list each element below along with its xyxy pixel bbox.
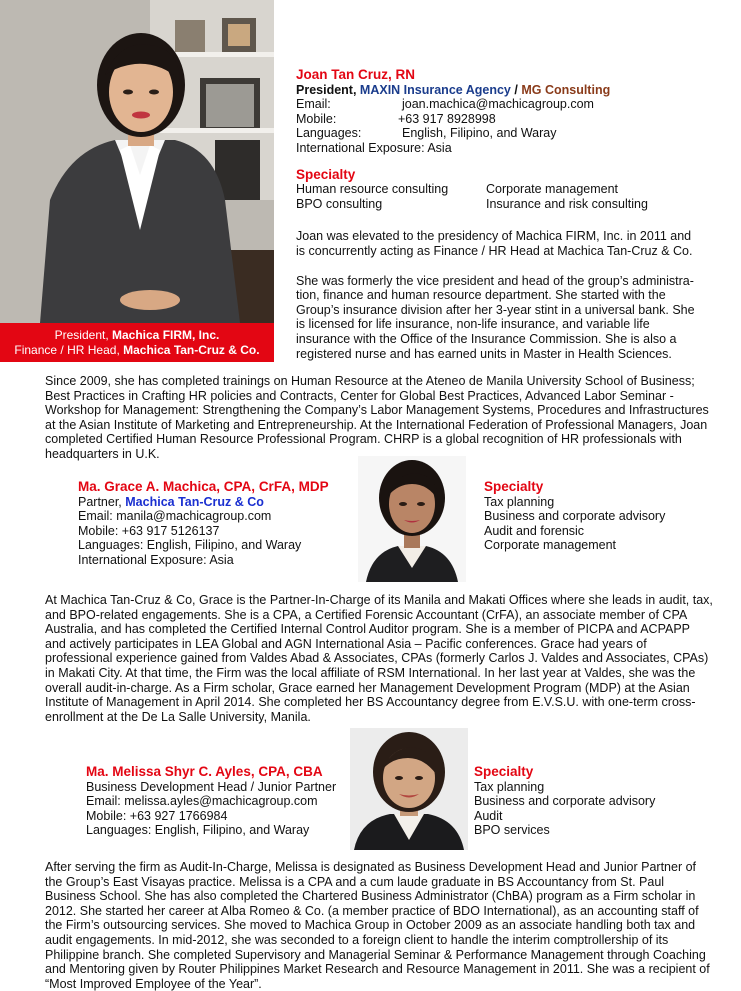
grace-partner-prefix: Partner, xyxy=(78,494,122,509)
grace-specialty-item: Business and corporate advisory xyxy=(484,509,666,524)
melissa-specialty-item: Tax planning xyxy=(474,779,545,794)
melissa-specialty-item: BPO services xyxy=(474,823,550,838)
joan-languages-label: Languages: xyxy=(296,126,362,141)
grace-specialty xyxy=(484,480,714,553)
grace-partner xyxy=(78,495,358,510)
caption-line1-company: Machica FIRM, Inc. xyxy=(112,328,220,342)
joan-mobile-label: Mobile: xyxy=(296,111,337,126)
grace-info xyxy=(78,480,358,568)
melissa-specialty-heading: Specialty xyxy=(474,764,534,779)
melissa-name: Ma. Melissa Shyr C. Ayles, CPA, CBA xyxy=(86,764,323,779)
grace-name: Ma. Grace A. Machica, CPA, CrFA, MDP xyxy=(78,479,329,494)
joan-specialty-row-2 xyxy=(296,197,736,212)
joan-bio-para1: Joan was elevated to the presidency of Machica FIRM, Inc. in 2011 and is concurrently acting as Finance / HR Head at Machica Tan-Cruz & Co. xyxy=(296,229,693,258)
joan-mobile: +63 917 8928998 xyxy=(398,111,496,126)
joan-specialty-item: Human resource consulting xyxy=(296,182,449,197)
melissa-portrait-illustration xyxy=(350,728,468,850)
joan-exposure: International Exposure: Asia xyxy=(296,140,452,155)
joan-title-prefix: President, xyxy=(296,82,357,97)
caption-line1-prefix: President, xyxy=(54,328,109,342)
grace-mobile: Mobile: +63 917 5126137 xyxy=(78,523,220,538)
joan-info xyxy=(296,68,736,361)
joan-photo xyxy=(0,0,274,323)
grace-portrait-illustration xyxy=(358,456,466,582)
melissa-info xyxy=(86,765,356,838)
joan-email[interactable]: joan.machica@machicagroup.com xyxy=(402,97,594,112)
grace-specialty-item: Tax planning xyxy=(484,494,555,509)
melissa-photo xyxy=(350,728,468,850)
melissa-mobile: Mobile: +63 927 1766984 xyxy=(86,808,228,823)
grace-languages: Languages: English, Filipino, and Waray xyxy=(78,538,302,553)
joan-title xyxy=(296,83,736,98)
grace-bio-para: At Machica Tan-Cruz & Co, Grace is the Partner-In-Charge of its Manila and Makati Offices where she leads in audit, tax, and BPO-related engagements. She is a CPA, a Certified Forensic Accountant (CrFA), an associate member of CPA Australia, and has completed the Certified Internal Control Auditor program. She is a member of PICPA and ACPAPP and actively participates in LEA Global and AGN International Asia – Pacific conferences. Grace had years of professional experience gained from Valdes Abad & Associates, CPAs (formerly Carlos J. Valdes and Associates, CPAs) in Makati City. At that time, the Firm was the local affiliate of RSM International. In her last year at Valdes, she was the overall audit-in-charge. As a Firm scholar, Grace earned her Management Development Program (MDP) at the Asian Institute of Management in April 2014. She completed her BS Accountancy degree from E.V.S.U. with one-term cross-enrollment at the De La Salle University, Manila. xyxy=(45,593,713,724)
joan-languages-row xyxy=(296,126,736,141)
caption-line2-company: Machica Tan-Cruz & Co. xyxy=(123,343,260,357)
grace-exposure: International Exposure: Asia xyxy=(78,552,234,567)
joan-bio-para3: Since 2009, she has completed trainings on Human Resource at the Ateneo de Manila University School of Business; Best Practices in Crafting HR policies and Contracts, Center for Global Best Practices, Advanced Labor Seminar - Workshop for Management: Strengthening the Company’s Labor Management Systems, Procedures and Infrastructures at the Asian Institute of Marketing and Entrepreneurship. At the International Federation of Professional Managers, Joan completed Certified Human Resource Professional Program. CHRP is a global recognition of HR professionals with headquarters in U.K. xyxy=(45,374,709,461)
joan-company-maxin: MAXIN Insurance Agency xyxy=(359,82,511,97)
joan-portrait-illustration xyxy=(0,0,274,323)
joan-email-row xyxy=(296,97,736,112)
grace-partner-company: Machica Tan-Cruz & Co xyxy=(125,494,264,509)
joan-specialty-heading: Specialty xyxy=(296,166,356,182)
melissa-languages: Languages: English, Filipino, and Waray xyxy=(86,823,310,838)
joan-specialty-row-1 xyxy=(296,182,736,197)
melissa-email[interactable]: Email: melissa.ayles@machicagroup.com xyxy=(86,794,318,809)
joan-languages: English, Filipino, and Waray xyxy=(402,126,557,141)
grace-specialty-item: Corporate management xyxy=(484,538,617,553)
joan-email-label: Email: xyxy=(296,97,331,112)
joan-mobile-row xyxy=(296,112,736,127)
joan-bio-para2: She was formerly the vice president and head of the group’s administra-tion, finance and human resource department. She started with the Group’s insurance division after her 3-year stint in a universal bank. She is licensed for life insurance, non-life insurance, and variable life insurance with the Office of the Insurance Commission. She is also a registered nurse and has earned units in Master in Health Sciences. xyxy=(296,273,695,361)
melissa-specialty xyxy=(474,765,704,838)
melissa-bio-para: After serving the firm as Audit-In-Charge, Melissa is designated as Business Development Head and Junior Partner of the Group’s East Visayas practice. Melissa is a CPA and a cum laude graduate in BS Accountancy from St. Paul Business School. She has also completed the Chartered Business Administrator (ChBA) program as a Firm scholar in 2012. She started her career at Alba Romeo & Co. (a member practice of BDO International), as an accounting staff of the Firm’s outsourcing services. She moved to Machica Group in October 2009 as an associate handling both tax and audit engagements. In mid-2012, she was seconded to a foreign client to handle the interim comptrollership of its Philippine branch. She completed Supervisory and Managerial Seminar & Performance Management through Coaching and Mentoring given by Router Philippines Market Research and Resource Management in 2011. She was a recipient of “Most Improved Employee of the Year”. xyxy=(45,860,710,991)
grace-specialty-heading: Specialty xyxy=(484,479,544,494)
melissa-role: Business Development Head / Junior Partner xyxy=(86,779,337,794)
joan-company-mg: MG Consulting xyxy=(521,82,611,97)
grace-email[interactable]: Email: manila@machicagroup.com xyxy=(78,509,272,524)
joan-specialty-item: Insurance and risk consulting xyxy=(486,196,648,211)
caption-line2-prefix: Finance / HR Head, xyxy=(14,343,120,357)
joan-specialty-item: Corporate management xyxy=(486,182,619,197)
melissa-specialty-item: Audit xyxy=(474,808,503,823)
joan-title-sep: / xyxy=(514,82,518,97)
melissa-specialty-item: Business and corporate advisory xyxy=(474,794,656,809)
joan-specialty-item: BPO consulting xyxy=(296,196,383,211)
joan-photo-caption xyxy=(0,323,274,362)
grace-specialty-item: Audit and forensic xyxy=(484,523,585,538)
joan-name: Joan Tan Cruz, RN xyxy=(296,67,416,82)
grace-photo xyxy=(358,456,466,582)
